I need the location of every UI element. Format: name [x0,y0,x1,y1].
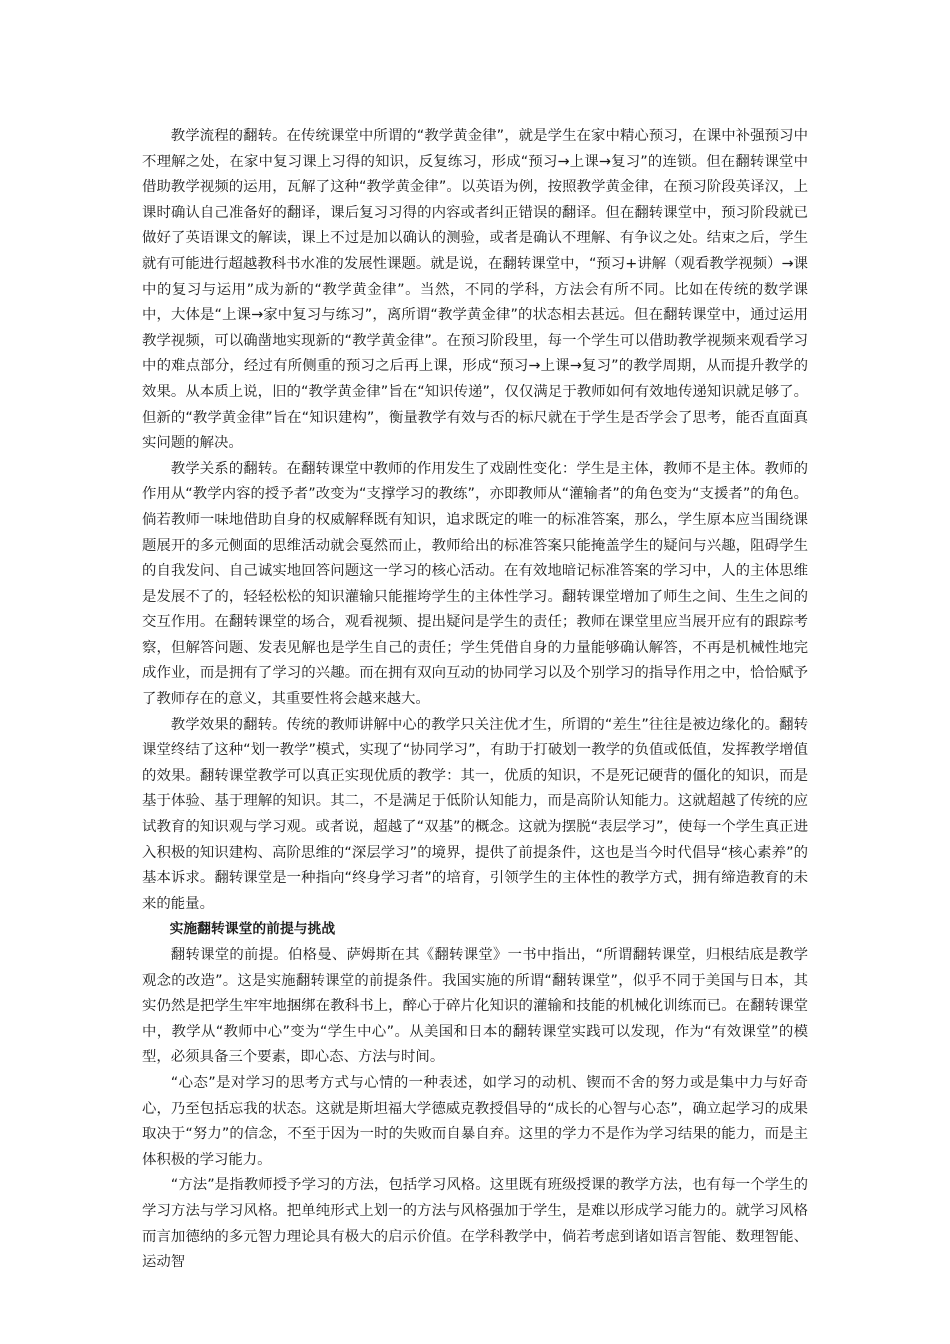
paragraph-teaching-relationship: 教学关系的翻转。在翻转课堂中教师的作用发生了戏剧性变化：学生是主体，教师不是主体。教师的作用从“教学内容的授予者”改变为“支撑学习的教练”，亦即教师从“灌输者”的角色变为“支援者”的角色。倘若教师一味地借助自身的权威解释既有知识，追求既定的唯一的标准答案，那么，学生原本应当围绕课题展开的多元侧面的思维活动就会戛然而止，教师给出的标准答案只能掩盖学生的疑问与兴趣，阻碍学生的自我发问、自己诚实地回答问题这一学习的核心活动。在有效地暗记标准答案的学习中，人的主体思维是发展不了的，轻轻松松的知识灌输只能摧垮学生的主体性学习。翻转课堂增加了师生之间、生生之间的交互作用。在翻转课堂的场合，观看视频、提出疑问是学生的责任；教师在课堂里应当展开应有的跟踪考察，但解答问题、发表见解也是学生自己的责任；学生凭借自身的力量能够确认解答，不再是机械性地完成作业，而是拥有了学习的兴趣。而在拥有双向互动的协同学习以及个别学习的指导作用之中，恰恰赋予了教师存在的意义，其重要性将会越来越大。 [142,460,808,708]
paragraph-premise: 翻转课堂的前提。伯格曼、萨姆斯在其《翻转课堂》一书中指出，“所谓翻转课堂，归根结底是教学观念的改造”。这是实施翻转课堂的前提条件。我国实施的所谓“翻转课堂”，似乎不同于美国与日本，其实仍然是把学生牢牢地捆绑在教科书上，醉心于碎片化知识的灌输和技能的机械化训练而已。在翻转课堂中，教学从“教师中心”变为“学生中心”。从美国和日本的翻转课堂实践可以发现，作为“有效课堂”的模型，必须具备三个要素，即心态、方法与时间。 [142,947,808,1066]
paragraph-teaching-process: 教学流程的翻转。在传统课堂中所谓的“教学黄金律”，就是学生在家中精心预习，在课中补强预习中不理解之处，在家中复习课上习得的知识，反复练习，形成“预习→上课→复习”的连锁。但在翻转课堂中借助教学视频的运用，瓦解了这种“教学黄金律”。以英语为例，按照教学黄金律，在预习阶段英译汉，上课时确认自己准备好的翻译，课后复习习得的内容或者纠正错误的翻译。但在翻转课堂中，预习阶段就已做好了英语课文的解读，课上不过是加以确认的测验，或者是确认不理解、有争议之处。结束之后，学生就有可能进行超越教科书水准的发展性课题。就是说，在翻转课堂中，“预习+讲解（观看教学视频）→课中的复习与运用”成为新的“教学黄金律”。当然，不同的学科，方法会有所不同。比如在传统的数学课中，大体是“上课→家中复习与练习”，离所谓“教学黄金律”的状态相去甚远。但在翻转课堂中，通过运用教学视频，可以确凿地实现新的“教学黄金律”。在预习阶段里，每一个学生可以借助教学视频来观看学习中的难点部分，经过有所侧重的预习之后再上课，形成“预习→上课→复习”的教学周期，从而提升教学的效果。从本质上说，旧的“教学黄金律”旨在“知识传递”，仅仅满足于教师如何有效地传递知识就足够了。但新的“教学黄金律”旨在“知识建构”，衡量教学有效与否的标尺就在于学生是否学会了思考，能否直面真实问题的解决。 [142,128,808,452]
document-page [142,124,808,1276]
paragraph-mindset: “心态”是对学习的思考方式与心情的一种表述，如学习的动机、锲而不舍的努力或是集中力与好奇心，乃至包括忘我的状态。这就是斯坦福大学德威克教授倡导的“成长的心智与心态”，确立起学习的成果取决于“努力”的信念，不至于因为一时的失败而自暴自弃。这里的学力不是作为学习结果的能力，而是主体积极的学习能力。 [142,1074,808,1168]
section-heading: 实施翻转课堂的前提与挑战 [169,921,336,938]
paragraph-method: “方法”是指教师授予学习的方法，包括学习风格。这里既有班级授课的教学方法，也有每一个学生的学习方法与学习风格。把单纯形式上划一的方法与风格强加于学生，是难以形成学习能力的。就学习风格而言加德纳的多元智力理论具有极大的启示价值。在学科教学中，倘若考虑到诸如语言智能、数理智能、运动智 [142,1177,808,1271]
paragraph-teaching-effect: 教学效果的翻转。传统的教师讲解中心的教学只关注优才生，所谓的“差生”往往是被边缘化的。翻转课堂终结了这种“划一教学”模式，实现了“协同学习”，有助于打破划一教学的负值或低值，发挥教学增值的效果。翻转课堂教学可以真正实现优质的教学：其一，优质的知识，不是死记硬背的僵化的知识，而是基于体验、基于理解的知识。其二，不是满足于低阶认知能力，而是高阶认知能力。这就超越了传统的应试教育的知识观与学习观。或者说，超越了“双基”的概念。这就为摆脱“表层学习”，使每一个学生真正进入积极的知识建构、高阶思维的“深层学习”的境界，提供了前提条件，这也是当今时代倡导“核心素养”的基本诉求。翻转课堂是一种指向“终身学习者”的培育，引领学生的主体性的教学方式，拥有缔造教育的未来的能量。 [142,716,808,912]
